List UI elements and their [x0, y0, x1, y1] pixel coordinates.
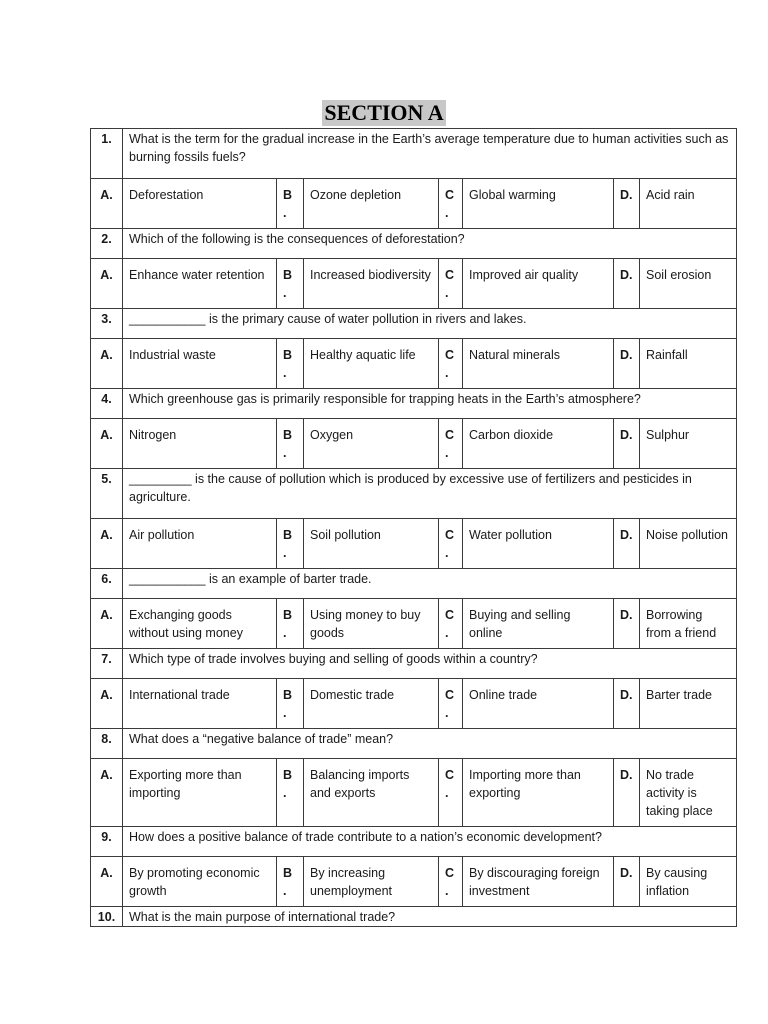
option-b-label-letter: B: [283, 188, 293, 202]
question-text: ___________ is the primary cause of water pollution in rivers and lakes.: [123, 309, 737, 339]
question-row: [91, 907, 737, 927]
options-row: [91, 679, 737, 729]
question-text: What does a “negative balance of trade” mean?: [123, 729, 737, 759]
question-number: 5.: [91, 469, 123, 519]
options-row: [91, 857, 737, 907]
question-text: Which type of trade involves buying and selling of goods within a country?: [123, 649, 737, 679]
question-number: 9.: [91, 827, 123, 857]
option-c-label-letter: C: [445, 188, 455, 202]
question-text: What is the term for the gradual increase in the Earth’s average temperature due to human activities such as burning fossils fuels?: [123, 129, 737, 179]
question-row: [91, 309, 737, 339]
option-d-text: Soil erosion: [640, 259, 737, 309]
question-row: [91, 129, 737, 179]
question-text: ___________ is an example of barter trade.: [123, 569, 737, 599]
option-a-label: A.: [91, 599, 123, 649]
option-a-label: A.: [91, 259, 123, 309]
option-c-label-letter: C: [445, 428, 455, 442]
option-d-label: D.: [614, 759, 640, 827]
option-d-label: D.: [614, 519, 640, 569]
option-c-label: [439, 759, 463, 827]
option-b-label: [277, 419, 304, 469]
question-row: [91, 229, 737, 259]
option-a-label: A.: [91, 179, 123, 229]
option-c-text: Water pollution: [463, 519, 614, 569]
question-text: _________ is the cause of pollution which is produced by excessive use of fertilizers and pesticides in agriculture.: [123, 469, 737, 519]
option-d-text: Sulphur: [640, 419, 737, 469]
question-number: 6.: [91, 569, 123, 599]
option-b-text: By increasing unemployment: [304, 857, 439, 907]
options-row: [91, 759, 737, 827]
option-d-label: D.: [614, 419, 640, 469]
option-b-label-dot: .: [283, 206, 287, 220]
question-number: 1.: [91, 129, 123, 179]
question-number: 2.: [91, 229, 123, 259]
option-c-label-dot: .: [445, 884, 449, 898]
question-row: [91, 729, 737, 759]
option-a-label: A.: [91, 857, 123, 907]
option-c-label: [439, 679, 463, 729]
option-b-label-dot: .: [283, 446, 287, 460]
option-b-text: Balancing imports and exports: [304, 759, 439, 827]
question-table: [90, 128, 737, 927]
question-row: [91, 827, 737, 857]
option-d-label: D.: [614, 339, 640, 389]
option-b-label-dot: .: [283, 286, 287, 300]
option-b-text: Increased biodiversity: [304, 259, 439, 309]
option-c-text: Buying and selling online: [463, 599, 614, 649]
option-b-label-letter: B: [283, 348, 293, 362]
question-number: 10.: [91, 907, 123, 927]
option-d-label: D.: [614, 599, 640, 649]
option-b-label-dot: .: [283, 706, 287, 720]
option-b-label: [277, 759, 304, 827]
option-b-label-dot: .: [283, 786, 287, 800]
option-c-label-dot: .: [445, 286, 449, 300]
option-a-text: Nitrogen: [123, 419, 277, 469]
options-row: [91, 599, 737, 649]
option-b-label-letter: B: [283, 428, 293, 442]
option-a-text: Enhance water retention: [123, 259, 277, 309]
option-c-text: Global warming: [463, 179, 614, 229]
option-a-text: By promoting economic growth: [123, 857, 277, 907]
question-row: [91, 569, 737, 599]
option-b-label: [277, 599, 304, 649]
question-number: 4.: [91, 389, 123, 419]
option-a-label: A.: [91, 419, 123, 469]
question-row: [91, 389, 737, 419]
option-c-label: [439, 179, 463, 229]
option-b-label-dot: .: [283, 626, 287, 640]
option-d-label: D.: [614, 259, 640, 309]
option-d-label: D.: [614, 679, 640, 729]
question-number: 8.: [91, 729, 123, 759]
option-c-label-dot: .: [445, 546, 449, 560]
option-b-label: [277, 259, 304, 309]
option-b-label-letter: B: [283, 528, 293, 542]
option-c-text: Natural minerals: [463, 339, 614, 389]
option-b-label-letter: B: [283, 768, 293, 782]
option-d-label: D.: [614, 179, 640, 229]
option-a-label: A.: [91, 759, 123, 827]
option-c-label-letter: C: [445, 348, 455, 362]
option-d-text: Noise pollution: [640, 519, 737, 569]
option-d-label: D.: [614, 857, 640, 907]
option-d-text: No trade activity is taking place: [640, 759, 737, 827]
option-c-text: Online trade: [463, 679, 614, 729]
section-title-text: SECTION A: [324, 100, 444, 125]
option-b-label-dot: .: [283, 546, 287, 560]
option-c-label: [439, 599, 463, 649]
question-row: [91, 469, 737, 519]
option-c-label: [439, 339, 463, 389]
option-a-label: A.: [91, 339, 123, 389]
question-text: What is the main purpose of international trade?: [123, 907, 737, 927]
option-c-label: [439, 857, 463, 907]
option-b-text: Soil pollution: [304, 519, 439, 569]
option-a-text: Exporting more than importing: [123, 759, 277, 827]
option-b-text: Oxygen: [304, 419, 439, 469]
option-d-text: Acid rain: [640, 179, 737, 229]
option-b-label: [277, 519, 304, 569]
option-c-label: [439, 419, 463, 469]
option-c-text: Carbon dioxide: [463, 419, 614, 469]
option-c-label: [439, 519, 463, 569]
question-text: Which greenhouse gas is primarily responsible for trapping heats in the Earth’s atmosphere?: [123, 389, 737, 419]
option-b-label: [277, 857, 304, 907]
option-b-label-dot: .: [283, 366, 287, 380]
section-title: [0, 100, 768, 126]
options-row: [91, 179, 737, 229]
option-b-text: Ozone depletion: [304, 179, 439, 229]
option-d-text: By causing inflation: [640, 857, 737, 907]
option-c-label-letter: C: [445, 528, 455, 542]
option-d-text: Rainfall: [640, 339, 737, 389]
option-a-text: Deforestation: [123, 179, 277, 229]
option-b-label: [277, 679, 304, 729]
option-a-text: Industrial waste: [123, 339, 277, 389]
options-row: [91, 339, 737, 389]
option-b-text: Domestic trade: [304, 679, 439, 729]
option-c-label-dot: .: [445, 206, 449, 220]
question-number: 3.: [91, 309, 123, 339]
option-c-label-letter: C: [445, 268, 455, 282]
option-b-label: [277, 179, 304, 229]
option-b-label-dot: .: [283, 884, 287, 898]
option-d-text: Borrowing from a friend: [640, 599, 737, 649]
option-b-text: Healthy aquatic life: [304, 339, 439, 389]
option-c-label: [439, 259, 463, 309]
question-row: [91, 649, 737, 679]
options-row: [91, 419, 737, 469]
option-b-label: [277, 339, 304, 389]
option-b-label-letter: B: [283, 268, 293, 282]
question-text: Which of the following is the consequences of deforestation?: [123, 229, 737, 259]
option-c-text: Improved air quality: [463, 259, 614, 309]
option-b-label-letter: B: [283, 866, 293, 880]
option-a-label: A.: [91, 519, 123, 569]
options-row: [91, 259, 737, 309]
option-b-label-letter: B: [283, 688, 293, 702]
option-a-label: A.: [91, 679, 123, 729]
option-a-text: International trade: [123, 679, 277, 729]
option-d-text: Barter trade: [640, 679, 737, 729]
option-c-text: By discouraging foreign investment: [463, 857, 614, 907]
option-c-label-letter: C: [445, 608, 455, 622]
option-b-label-letter: B: [283, 608, 293, 622]
option-a-text: Exchanging goods without using money: [123, 599, 277, 649]
option-c-label-dot: .: [445, 366, 449, 380]
option-a-text: Air pollution: [123, 519, 277, 569]
option-c-label-dot: .: [445, 446, 449, 460]
option-c-label-dot: .: [445, 786, 449, 800]
option-b-text: Using money to buy goods: [304, 599, 439, 649]
question-text: How does a positive balance of trade contribute to a nation’s economic development?: [123, 827, 737, 857]
options-row: [91, 519, 737, 569]
option-c-label-dot: .: [445, 626, 449, 640]
option-c-label-letter: C: [445, 768, 455, 782]
option-c-text: Importing more than exporting: [463, 759, 614, 827]
option-c-label-letter: C: [445, 866, 455, 880]
option-c-label-dot: .: [445, 706, 449, 720]
option-c-label-letter: C: [445, 688, 455, 702]
question-number: 7.: [91, 649, 123, 679]
